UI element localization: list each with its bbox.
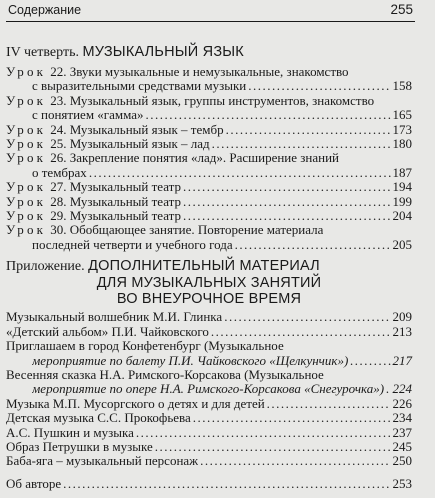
lesson-line [6,209,412,223]
leader-dots [146,108,391,122]
lesson-title-cont: последней четверти и учебного года [32,237,233,252]
appendix-label: Приложение. [6,259,85,275]
appendix-title-line1: ДОПОЛНИТЕЛЬНЫЙ МАТЕРИАЛ [88,258,320,275]
appendix-line [6,440,412,454]
lesson-entry[interactable] [6,123,412,137]
appendix-line [6,397,412,411]
lesson-line-cont [6,79,412,93]
leader-dots [183,209,391,223]
lesson-entry[interactable] [6,223,412,252]
appendix-line [6,368,412,382]
appendix-heading [6,258,412,275]
section-label: IV четверть. [6,45,79,60]
section-heading [6,44,412,61]
running-header [8,2,413,20]
appendix-entry[interactable] [6,325,412,339]
appendix-line [6,411,412,425]
section-title: МУЗЫКАЛЬНЫЙ ЯЗЫК [82,44,244,60]
leader-dots [63,477,390,491]
lesson-line-cont [6,108,412,122]
lesson-line-cont [6,166,412,180]
lesson-line [6,65,412,79]
appendix-entry[interactable] [6,426,412,440]
appendix-line [6,310,412,324]
appendix-page: 213 [392,323,412,339]
leader-dots [267,397,391,411]
lesson-entry[interactable] [6,180,412,194]
leader-dots [183,180,391,194]
leader-dots [386,382,390,396]
lesson-entry[interactable] [6,209,412,223]
lesson-prefix: Урок [6,193,47,209]
appendix-item-title: Образ Петрушки в музыке [6,439,153,454]
appendix-page: 224 [392,381,412,397]
appendix-line [6,426,412,440]
lesson-title: 24. Музыкальный язык – тембр [50,122,224,137]
lesson-page: 158 [392,78,412,94]
lesson-prefix: Урок [6,136,47,152]
appendix-entry[interactable] [6,339,412,368]
appendix-item-title: Музыкальный волшебник М.И. Глинка [6,310,223,325]
lesson-title: 29. Музыкальный театр [50,209,181,224]
page-number: 255 [390,2,413,17]
lesson-list [6,65,412,252]
appendix-page: 217 [392,352,412,368]
leader-dots [200,454,390,468]
appendix-page: 250 [392,453,412,469]
leader-dots [136,426,391,440]
leader-dots [226,123,391,137]
appendix-page: 209 [392,309,412,325]
lesson-prefix: Урок [6,92,47,108]
appendix-line-cont [6,354,412,368]
lesson-title: 30. Обобщающее занятие. Повторение материала [50,223,324,238]
lesson-title-cont: с выразительными средствами музыки [32,79,247,94]
lesson-page: 187 [392,164,412,180]
lesson-prefix: Урок [6,208,47,224]
appendix-entry[interactable] [6,368,412,397]
appendix-title-line3: ВО ВНЕУРОЧНОЕ ВРЕМЯ [116,291,302,308]
lesson-page: 205 [392,236,412,252]
lesson-page: 180 [392,136,412,152]
toc-content [6,44,412,491]
leader-dots [212,137,391,151]
appendix-line-cont [6,382,412,396]
appendix-entry[interactable] [6,397,412,411]
lesson-entry[interactable] [6,195,412,209]
appendix-item-title-cont: мероприятие по балету П.И. Чайковского «Щелкунчик») [32,353,349,368]
lesson-entry[interactable] [6,65,412,94]
lesson-entry[interactable] [6,94,412,123]
lesson-line [6,137,412,151]
lesson-title: 23. Музыкальный язык, группы инструментов, знакомство [50,93,375,108]
lesson-line [6,223,412,237]
lesson-title: 28. Музыкальный театр [50,194,181,209]
lesson-prefix: Урок [6,150,47,166]
leader-dots [211,325,391,339]
appendix-item-title: «Детский альбом» П.И. Чайковского [6,324,209,339]
lesson-prefix: Урок [6,222,47,238]
appendix-line [6,339,412,353]
appendix-line [6,325,412,339]
appendix-item-title: Приглашаем в город Конфетенбург (Музыкальное [6,339,284,354]
lesson-title: 27. Музыкальный театр [50,180,181,195]
appendix-list [6,310,412,468]
leader-dots [155,440,391,454]
leader-dots [183,195,391,209]
appendix-item-title: Баба-яга – музыкальный персонаж [6,454,199,469]
lesson-line-cont [6,238,412,252]
appendix-title-line2: ДЛЯ МУЗЫКАЛЬНЫХ ЗАНЯТИЙ [96,275,322,292]
lesson-line [6,123,412,137]
appendix-item-title-cont: мероприятие по опере Н.А. Римского-Корсакова «Снегурочка») [32,382,385,397]
appendix-item-title: Музыка М.П. Мусоргского о детях и для детей [6,396,265,411]
appendix-page: 226 [392,395,412,411]
about-page: 253 [392,475,412,491]
header-title: Содержание [8,3,82,17]
about-author-entry[interactable] [6,477,412,491]
leader-dots [89,166,391,180]
appendix-entry[interactable] [6,411,412,425]
appendix-line [6,454,412,468]
header-rule [6,21,415,22]
lesson-title-cont: с понятием «гамма» [32,108,144,123]
lesson-page: 165 [392,107,412,123]
lesson-line [6,151,412,165]
leader-dots [193,411,391,425]
about-label: Об авторе [6,476,62,491]
appendix-entry[interactable] [6,310,412,324]
lesson-title: 22. Звуки музыкальные и немузыкальные, знакомство [50,65,349,79]
lesson-entry[interactable] [6,151,412,180]
appendix-entry[interactable] [6,440,412,454]
leader-dots [235,238,391,252]
appendix-item-title: А.С. Пушкин и музыка [6,425,134,440]
lesson-line [6,94,412,108]
lesson-page: 204 [392,208,412,224]
appendix-item-title: Детская музыка С.С. Прокофьева [6,411,191,426]
appendix-page: 245 [392,438,412,454]
lesson-prefix: Урок [6,179,47,195]
lesson-line [6,195,412,209]
lesson-title-cont: о тембрах [32,165,87,180]
lesson-prefix: Урок [6,121,47,137]
lesson-line [6,180,412,194]
lesson-prefix: Урок [6,64,47,79]
lesson-title: 26. Закрепление понятия «лад». Расширение знаний [50,151,340,166]
appendix-item-title: Весенняя сказка Н.А. Римского-Корсакова (Музыкальное [6,367,324,382]
leader-dots [248,79,390,93]
lesson-page: 173 [392,121,412,137]
lesson-title: 25. Музыкальный язык – лад [50,137,210,152]
lesson-page: 194 [392,179,412,195]
lesson-entry[interactable] [6,137,412,151]
appendix-page: 234 [392,410,412,426]
appendix-page: 237 [392,424,412,440]
lesson-page: 199 [392,193,412,209]
appendix-entry[interactable] [6,454,412,468]
leader-dots [224,310,390,324]
leader-dots [350,354,390,368]
